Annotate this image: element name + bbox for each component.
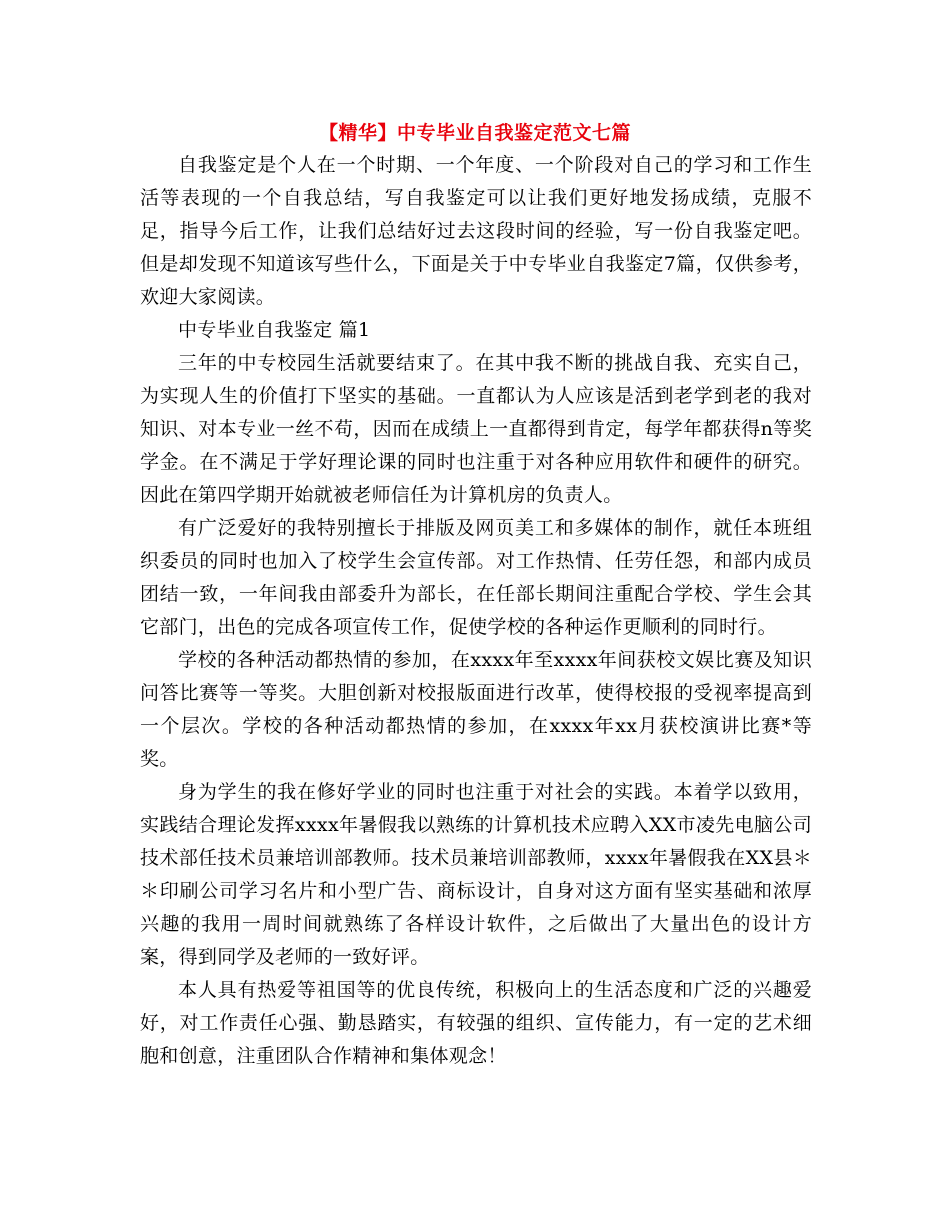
body-paragraph: 本人具有热爱等祖国等的优良传统，积极向上的生活态度和广泛的兴趣爱好，对工作责任心强、勤恳踏实，有较强的组织、宣传能力，有一定的艺术细胞和创意，注重团队合作精神和集体观念！ (140, 979, 812, 1067)
intro-paragraph: 自我鉴定是个人在一个时期、一个年度、一个阶段对自己的学习和工作生活等表现的一个自我总结，写自我鉴定可以让我们更好地发扬成绩，克服不足，指导今后工作，让我们总结好过去这段时间的经验，写一份自我鉴定吧。但是却发现不知道该写些什么，下面是关于中专毕业自我鉴定7篇，仅供参考，欢迎大家阅读。 (140, 154, 812, 308)
body-paragraph: 身为学生的我在修好学业的同时也注重于对社会的实践。本着学以致用，实践结合理论发挥xxxx年暑假我以熟练的计算机技术应聘入XX市凌先电脑公司技术部任技术员兼培训部教师。技术员兼培训部教师，xxxx年暑假我在XX县＊＊印刷公司学习名片和小型广告、商标设计，自身对这方面有坚实基础和浓厚兴趣的我用一周时间就熟练了各样设计软件，之后做出了大量出色的设计方案，得到同学及老师的一致好评。 (140, 781, 812, 968)
body-paragraph: 学校的各种活动都热情的参加，在xxxx年至xxxx年间获校文娱比赛及知识问答比赛等一等奖。大胆创新对校报版面进行改革，使得校报的受视率提高到一个层次。学校的各种活动都热情的参加，在xxxx年xx月获校演讲比赛*等奖。 (140, 649, 812, 770)
document-body (140, 149, 812, 1073)
section-heading: 中专毕业自我鉴定 篇1 (178, 319, 371, 341)
body-paragraph: 有广泛爱好的我特别擅长于排版及网页美工和多媒体的制作，就任本班组织委员的同时也加入了校学生会宣传部。对工作热情、任劳任怨，和部内成员团结一致，一年间我由部委升为部长，在任部长期间注重配合学校、学生会其它部门，出色的完成各项宣传工作，促使学校的各种运作更顺利的同时行。 (140, 517, 812, 638)
document-title: 【精华】中专毕业自我鉴定范文七篇 (318, 122, 631, 144)
body-paragraph: 三年的中专校园生活就要结束了。在其中我不断的挑战自我、充实自己，为实现人生的价值打下坚实的基础。一直都认为人应该是活到老学到老的我对知识、对本专业一丝不苟，因而在成绩上一直都得到肯定，每学年都获得n等奖学金。在不满足于学好理论课的同时也注重于对各种应用软件和硬件的研究。因此在第四学期开始就被老师信任为计算机房的负责人。 (140, 352, 812, 506)
